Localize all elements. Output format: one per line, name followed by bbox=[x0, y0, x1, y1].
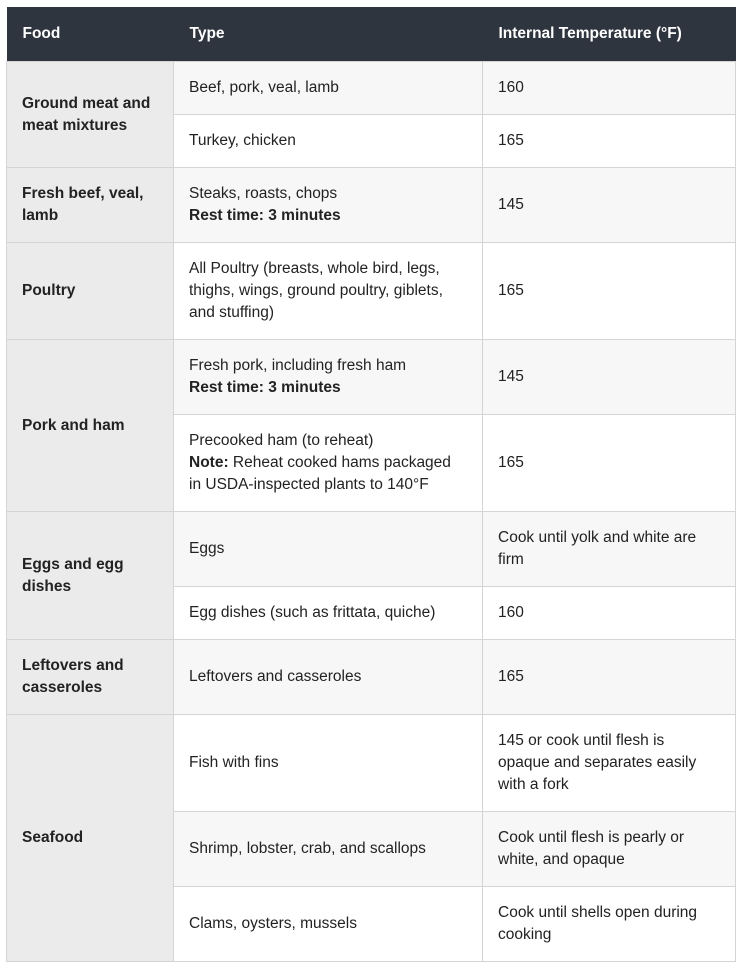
food-cell: Pork and ham bbox=[7, 340, 174, 512]
temp-cell: 160 bbox=[483, 587, 736, 640]
temp-cell: 165 bbox=[483, 640, 736, 715]
type-cell: All Poultry (breasts, whole bird, legs, thighs, wings, ground poultry, giblets, and stuffing) bbox=[174, 243, 483, 340]
table-row bbox=[7, 640, 736, 715]
type-cell: Leftovers and casseroles bbox=[174, 640, 483, 715]
table-row bbox=[7, 340, 736, 415]
table-row bbox=[7, 715, 736, 812]
temp-cell: 160 bbox=[483, 62, 736, 115]
temp-cell: 145 bbox=[483, 340, 736, 415]
table-header-row bbox=[7, 7, 736, 62]
table-row bbox=[7, 512, 736, 587]
type-cell bbox=[174, 168, 483, 243]
temp-cell: Cook until shells open during cooking bbox=[483, 887, 736, 962]
note-text: Reheat cooked hams packaged in USDA-inspected plants to 140°F bbox=[189, 454, 451, 493]
rest-time-note: Rest time: 3 minutes bbox=[189, 207, 341, 224]
header-type: Type bbox=[174, 7, 483, 62]
type-cell: Beef, pork, veal, lamb bbox=[174, 62, 483, 115]
type-text: Precooked ham (to reheat) bbox=[189, 432, 374, 449]
header-food: Food bbox=[7, 7, 174, 62]
cooking-temperature-table bbox=[6, 7, 736, 962]
table-row bbox=[7, 168, 736, 243]
note-label: Note: bbox=[189, 454, 229, 471]
food-cell: Seafood bbox=[7, 715, 174, 962]
type-cell bbox=[174, 340, 483, 415]
type-text: Fresh pork, including fresh ham bbox=[189, 357, 407, 374]
type-cell bbox=[174, 415, 483, 512]
temp-cell: 165 bbox=[483, 115, 736, 168]
type-cell: Egg dishes (such as frittata, quiche) bbox=[174, 587, 483, 640]
rest-time-note: Rest time: 3 minutes bbox=[189, 379, 341, 396]
food-cell: Leftovers and casseroles bbox=[7, 640, 174, 715]
food-cell: Poultry bbox=[7, 243, 174, 340]
temperature-table-container bbox=[6, 7, 735, 962]
temp-cell: 145 bbox=[483, 168, 736, 243]
header-temperature: Internal Temperature (°F) bbox=[483, 7, 736, 62]
food-cell: Ground meat and meat mixtures bbox=[7, 62, 174, 168]
type-cell: Clams, oysters, mussels bbox=[174, 887, 483, 962]
type-text: Steaks, roasts, chops bbox=[189, 185, 338, 202]
temp-cell: 165 bbox=[483, 415, 736, 512]
food-cell: Fresh beef, veal, lamb bbox=[7, 168, 174, 243]
type-cell: Fish with fins bbox=[174, 715, 483, 812]
type-cell: Turkey, chicken bbox=[174, 115, 483, 168]
type-cell: Shrimp, lobster, crab, and scallops bbox=[174, 812, 483, 887]
temp-cell: Cook until flesh is pearly or white, and opaque bbox=[483, 812, 736, 887]
temp-cell: 165 bbox=[483, 243, 736, 340]
type-cell: Eggs bbox=[174, 512, 483, 587]
temp-cell: Cook until yolk and white are firm bbox=[483, 512, 736, 587]
table-row bbox=[7, 243, 736, 340]
food-cell: Eggs and egg dishes bbox=[7, 512, 174, 640]
temp-cell: 145 or cook until flesh is opaque and separates easily with a fork bbox=[483, 715, 736, 812]
table-row bbox=[7, 62, 736, 115]
